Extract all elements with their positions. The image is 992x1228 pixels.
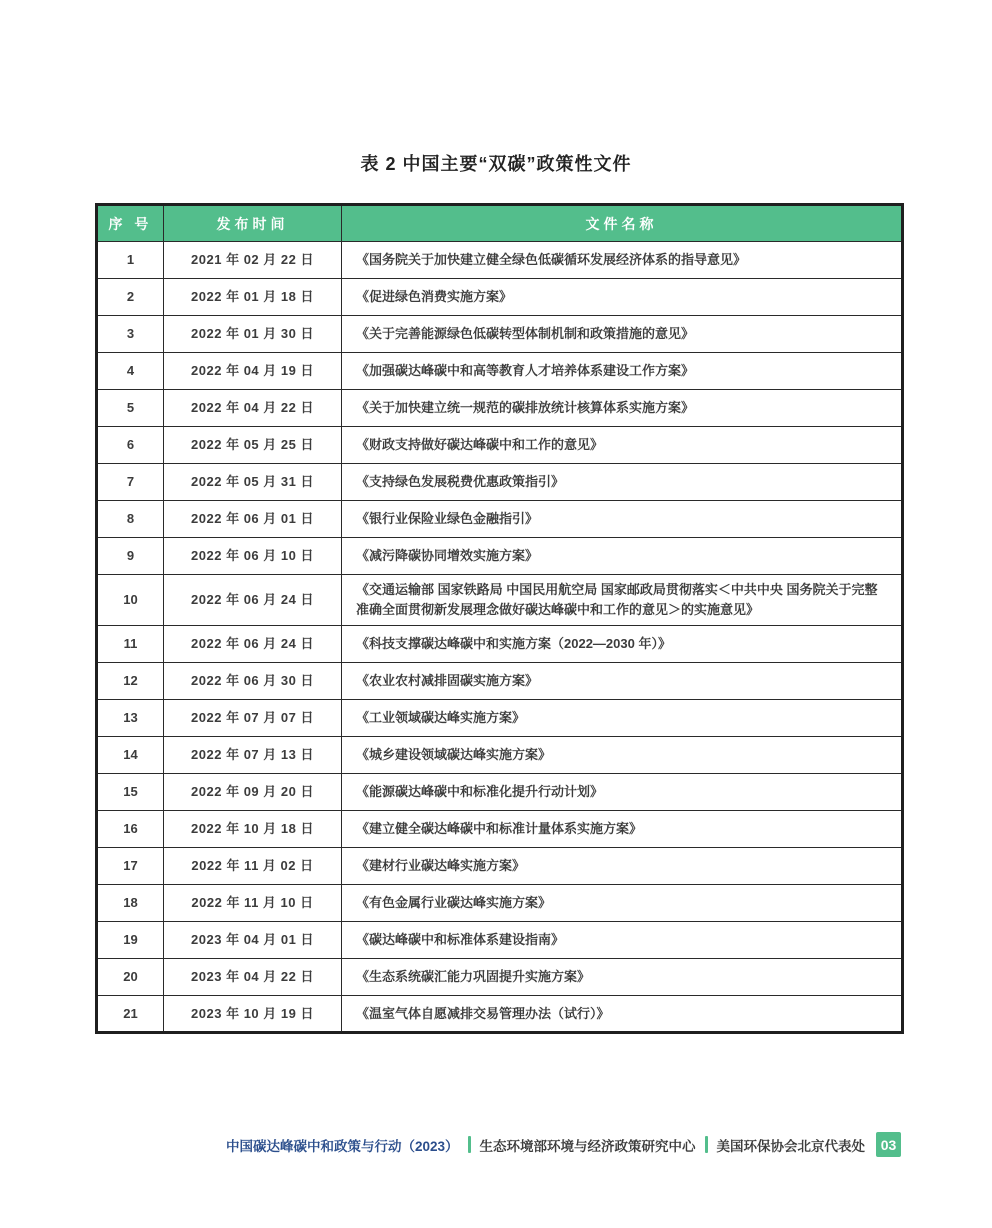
cell-date: 2022 年 07 月 07 日 (164, 700, 342, 737)
table-row (97, 242, 903, 279)
cell-no: 10 (97, 575, 164, 626)
cell-date: 2023 年 04 月 01 日 (164, 922, 342, 959)
footer-report-title: 中国碳达峰碳中和政策与行动（2023） (225, 1138, 459, 1154)
cell-no: 15 (97, 774, 164, 811)
table-row (97, 538, 903, 575)
cell-date: 2022 年 11 月 02 日 (164, 848, 342, 885)
cell-no: 14 (97, 737, 164, 774)
cell-no: 18 (97, 885, 164, 922)
cell-no: 21 (97, 996, 164, 1033)
table-row (97, 390, 903, 427)
policy-table-header (97, 205, 903, 242)
table-row (97, 811, 903, 848)
cell-date: 2022 年 05 月 31 日 (164, 464, 342, 501)
table-row (97, 774, 903, 811)
cell-date: 2022 年 05 月 25 日 (164, 427, 342, 464)
cell-name: 《温室气体自愿减排交易管理办法（试行）》 (342, 996, 903, 1033)
table-row (97, 848, 903, 885)
cell-date: 2022 年 04 月 19 日 (164, 353, 342, 390)
cell-name: 《建材行业碳达峰实施方案》 (342, 848, 903, 885)
page-footer (226, 1132, 901, 1157)
cell-date: 2022 年 11 月 10 日 (164, 885, 342, 922)
header-row (97, 205, 903, 242)
cell-no: 5 (97, 390, 164, 427)
cell-no: 16 (97, 811, 164, 848)
policy-table (95, 203, 904, 1034)
table-row (97, 626, 903, 663)
cell-no: 9 (97, 538, 164, 575)
cell-name: 《碳达峰碳中和标准体系建设指南》 (342, 922, 903, 959)
cell-no: 17 (97, 848, 164, 885)
cell-name: 《银行业保险业绿色金融指引》 (342, 501, 903, 538)
cell-name: 《农业农村减排固碳实施方案》 (342, 663, 903, 700)
cell-date: 2022 年 07 月 13 日 (164, 737, 342, 774)
policy-table-body (97, 242, 903, 1033)
header-cell-name: 文件名称 (342, 205, 903, 242)
cell-date: 2023 年 04 月 22 日 (164, 959, 342, 996)
table-row (97, 575, 903, 626)
table-row (97, 501, 903, 538)
footer-org-edf-beijing: 美国环保协会北京代表处 (716, 1138, 865, 1154)
cell-date: 2022 年 09 月 20 日 (164, 774, 342, 811)
table-row (97, 663, 903, 700)
cell-no: 7 (97, 464, 164, 501)
cell-no: 3 (97, 316, 164, 353)
cell-date: 2022 年 06 月 10 日 (164, 538, 342, 575)
cell-date: 2022 年 06 月 24 日 (164, 575, 342, 626)
cell-name: 《有色金属行业碳达峰实施方案》 (342, 885, 903, 922)
table-row (97, 464, 903, 501)
table-title: 表 2 中国主要“双碳”政策性文件 (360, 154, 632, 174)
cell-no: 11 (97, 626, 164, 663)
table-row (97, 996, 903, 1033)
cell-no: 4 (97, 353, 164, 390)
cell-name: 《减污降碳协同增效实施方案》 (342, 538, 903, 575)
table-row (97, 279, 903, 316)
header-cell-date: 发布时间 (164, 205, 342, 242)
footer-org-policy-center: 生态环境部环境与经济政策研究中心 (479, 1138, 696, 1154)
cell-name: 《科技支撑碳达峰碳中和实施方案（2022—2030 年）》 (342, 626, 903, 663)
cell-date: 2021 年 02 月 22 日 (164, 242, 342, 279)
table-row (97, 959, 903, 996)
cell-name: 《城乡建设领域碳达峰实施方案》 (342, 737, 903, 774)
cell-date: 2022 年 01 月 30 日 (164, 316, 342, 353)
table-row (97, 885, 903, 922)
cell-no: 13 (97, 700, 164, 737)
cell-date: 2022 年 04 月 22 日 (164, 390, 342, 427)
footer-separator-icon (468, 1136, 471, 1153)
cell-date: 2022 年 10 月 18 日 (164, 811, 342, 848)
cell-name: 《财政支持做好碳达峰碳中和工作的意见》 (342, 427, 903, 464)
cell-name: 《加强碳达峰碳中和高等教育人才培养体系建设工作方案》 (342, 353, 903, 390)
cell-date: 2022 年 06 月 01 日 (164, 501, 342, 538)
cell-name: 《关于完善能源绿色低碳转型体制机制和政策措施的意见》 (342, 316, 903, 353)
cell-date: 2022 年 06 月 24 日 (164, 626, 342, 663)
cell-no: 20 (97, 959, 164, 996)
cell-name: 《国务院关于加快建立健全绿色低碳循环发展经济体系的指导意见》 (342, 242, 903, 279)
cell-name: 《交通运输部 国家铁路局 中国民用航空局 国家邮政局贯彻落实＜中共中央 国务院关于完整准确全面贯彻新发展理念做好碳达峰碳中和工作的意见＞的实施意见》 (342, 575, 903, 626)
cell-no: 1 (97, 242, 164, 279)
policy-table-container (95, 203, 901, 1034)
table-row (97, 737, 903, 774)
page-number-badge: 03 (876, 1132, 901, 1157)
header-cell-no: 序 号 (97, 205, 164, 242)
cell-no: 12 (97, 663, 164, 700)
cell-name: 《关于加快建立统一规范的碳排放统计核算体系实施方案》 (342, 390, 903, 427)
cell-name: 《工业领域碳达峰实施方案》 (342, 700, 903, 737)
cell-name: 《建立健全碳达峰碳中和标准计量体系实施方案》 (342, 811, 903, 848)
cell-name: 《能源碳达峰碳中和标准化提升行动计划》 (342, 774, 903, 811)
cell-name: 《支持绿色发展税费优惠政策指引》 (342, 464, 903, 501)
footer-separator-icon (705, 1136, 708, 1153)
table-row (97, 427, 903, 464)
table-row (97, 922, 903, 959)
cell-date: 2023 年 10 月 19 日 (164, 996, 342, 1033)
cell-name: 《生态系统碳汇能力巩固提升实施方案》 (342, 959, 903, 996)
table-row (97, 700, 903, 737)
cell-date: 2022 年 01 月 18 日 (164, 279, 342, 316)
cell-no: 19 (97, 922, 164, 959)
cell-date: 2022 年 06 月 30 日 (164, 663, 342, 700)
cell-no: 8 (97, 501, 164, 538)
table-row (97, 353, 903, 390)
cell-name: 《促进绿色消费实施方案》 (342, 279, 903, 316)
table-row (97, 316, 903, 353)
cell-no: 6 (97, 427, 164, 464)
cell-no: 2 (97, 279, 164, 316)
